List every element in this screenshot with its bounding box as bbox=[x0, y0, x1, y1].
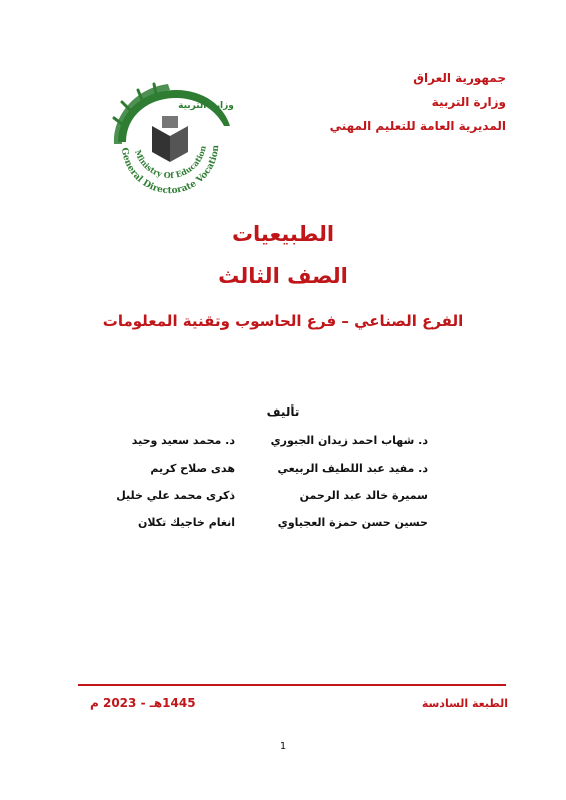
authors-heading: تأليف bbox=[266, 405, 300, 419]
author-r2-right: د. مفيد عبد اللطيف الربيعي bbox=[277, 462, 428, 475]
author-r4-right: حسين حسن حمزة العجياوي bbox=[277, 516, 428, 529]
author-r1-left: د. محمد سعيد وحيد bbox=[131, 434, 235, 447]
author-r4-left: انغام خاجيك تكلان bbox=[138, 516, 235, 529]
branch-title: الفرع الصناعي – فرع الحاسوب وتقنية المعلومات bbox=[102, 312, 464, 330]
page-number: 1 bbox=[279, 741, 287, 752]
header-ministry: وزارة التربية bbox=[431, 95, 506, 109]
header-country: جمهورية العراق bbox=[413, 71, 506, 85]
svg-text:General Directorate Vocational: General Directorate Vocation bbox=[118, 144, 222, 196]
ministry-logo bbox=[104, 82, 236, 196]
ministry-header bbox=[266, 66, 506, 138]
svg-text:Ministry Of Education: Ministry Of Education bbox=[133, 144, 208, 181]
footer-divider bbox=[78, 684, 506, 686]
svg-text:وزارة التربية: وزارة التربية bbox=[178, 101, 234, 111]
grade-title: الصف الثالث bbox=[218, 264, 348, 288]
author-r1-right: د. شهاب احمد زيدان الجبوري bbox=[270, 434, 428, 447]
author-r3-right: سميرة خالد عبد الرحمن bbox=[299, 489, 428, 502]
edition-year: 1445هـ - 2023 م bbox=[90, 696, 196, 710]
subject-title: الطبيعيات bbox=[231, 222, 335, 246]
header-directorate: المديرية العامة للتعليم المهني bbox=[329, 119, 506, 133]
author-r3-left: ذكرى محمد علي خليل bbox=[116, 489, 235, 502]
author-r2-left: هدى صلاح كريم bbox=[150, 462, 235, 475]
edition-label: الطبعة السادسة bbox=[421, 697, 508, 710]
